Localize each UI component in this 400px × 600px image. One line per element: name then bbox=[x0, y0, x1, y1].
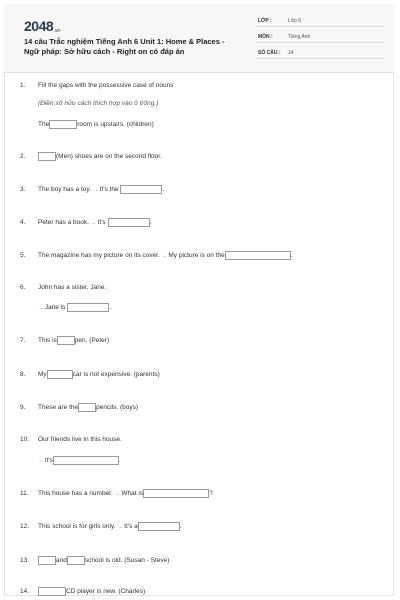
question-number: 2. bbox=[20, 153, 26, 161]
question-text: It's bbox=[44, 457, 53, 465]
question-6 bbox=[20, 284, 106, 291]
answer-blank[interactable] bbox=[67, 303, 112, 312]
question-text: school is old. (Susan - Steve) bbox=[84, 557, 170, 565]
question-text: ? bbox=[209, 490, 213, 498]
page-frame bbox=[4, 4, 394, 596]
question-1-hint: (Điền sở hữu cách thích hợp vào ô trống.) bbox=[38, 100, 159, 107]
question-text: car is not expensive. (parents) bbox=[72, 371, 160, 379]
question-10-line bbox=[38, 456, 121, 465]
question-text: My bbox=[38, 371, 47, 379]
question-13 bbox=[20, 556, 169, 565]
question-4 bbox=[20, 218, 151, 227]
logo-suffix: .vn bbox=[54, 28, 60, 34]
arrow-icon: → bbox=[117, 524, 123, 531]
question-text: pen. (Peter) bbox=[74, 337, 110, 345]
question-text: . bbox=[179, 523, 182, 531]
answer-blank[interactable] bbox=[120, 185, 165, 194]
question-14 bbox=[20, 587, 145, 596]
question-text: It's the bbox=[99, 186, 119, 194]
question-number: 14. bbox=[20, 588, 30, 596]
question-text: . bbox=[109, 304, 112, 312]
question-5 bbox=[20, 251, 293, 260]
question-text: Peter has a book. bbox=[38, 219, 89, 227]
question-text: and bbox=[56, 557, 67, 565]
arrow-icon: → bbox=[92, 187, 98, 194]
meta-value: Lớp 6 bbox=[288, 18, 302, 24]
title-line-2: Ngữ pháp: Sở hữu cách - Right on có đáp án bbox=[24, 47, 185, 56]
question-text: What is bbox=[121, 490, 144, 498]
answer-blank[interactable] bbox=[108, 218, 150, 227]
question-number: 10. bbox=[20, 436, 30, 443]
document-title bbox=[24, 37, 244, 57]
question-text: (Men) shoes are on the second floor. bbox=[56, 153, 162, 161]
meta-key: MÔN : bbox=[258, 34, 273, 40]
question-2 bbox=[20, 152, 162, 161]
question-number: 9. bbox=[20, 404, 26, 412]
logo-text: 2048 bbox=[24, 18, 54, 34]
question-text: Fill the gaps with the possessive case of nouns bbox=[38, 82, 174, 89]
question-text: This house has a number. bbox=[38, 490, 113, 498]
answer-blank[interactable] bbox=[53, 456, 119, 465]
question-number: 5. bbox=[20, 252, 26, 260]
question-text: These are the bbox=[38, 404, 79, 412]
question-11 bbox=[20, 489, 213, 498]
answer-blank[interactable] bbox=[143, 489, 209, 498]
question-text: The magazine has my picture on its cover. bbox=[38, 252, 160, 260]
question-text: The boy has a toy. bbox=[38, 186, 91, 194]
question-text: It's bbox=[97, 219, 106, 227]
worksheet-header bbox=[4, 4, 394, 73]
question-number: 7. bbox=[20, 337, 26, 345]
question-number: 8. bbox=[20, 371, 26, 379]
question-12 bbox=[20, 522, 182, 531]
answer-blank[interactable] bbox=[49, 120, 77, 129]
question-text: The bbox=[38, 121, 50, 129]
answer-blank[interactable] bbox=[38, 587, 66, 596]
question-number: 6. bbox=[20, 284, 26, 291]
question-3 bbox=[20, 185, 164, 194]
question-text: John has a sister, Jane. bbox=[38, 284, 107, 291]
meta-row-count bbox=[256, 48, 384, 59]
meta-key: LỚP : bbox=[258, 18, 272, 24]
question-text: . bbox=[162, 186, 165, 194]
arrow-icon: → bbox=[38, 305, 43, 312]
question-text: Our friends live in this house. bbox=[38, 436, 122, 443]
arrow-icon: → bbox=[90, 220, 96, 227]
question-text: . bbox=[118, 457, 121, 465]
question-10 bbox=[20, 436, 122, 443]
question-text: room is upstairs. (children) bbox=[77, 121, 154, 129]
meta-key: SỐ CÂU : bbox=[258, 50, 281, 56]
question-number: 13. bbox=[20, 557, 30, 565]
answer-blank[interactable] bbox=[57, 336, 75, 345]
arrow-icon: → bbox=[114, 491, 120, 498]
arrow-icon: → bbox=[161, 253, 167, 260]
site-logo[interactable] bbox=[24, 18, 60, 34]
question-text: . bbox=[149, 219, 152, 227]
question-text: It's a bbox=[124, 523, 138, 531]
answer-blank[interactable] bbox=[38, 152, 56, 161]
answer-blank[interactable] bbox=[67, 556, 85, 565]
question-number: 4. bbox=[20, 219, 26, 227]
question-text: This school is for girls only. bbox=[38, 523, 116, 531]
answer-blank[interactable] bbox=[138, 522, 180, 531]
title-line-1: 14 câu Trắc nghiệm Tiếng Anh 6 Unit 1: Home & Places - bbox=[24, 37, 225, 46]
question-1 bbox=[20, 82, 174, 89]
answer-blank[interactable] bbox=[47, 370, 73, 379]
meta-row-class bbox=[256, 16, 384, 27]
question-text: . bbox=[290, 252, 293, 260]
question-text: Jane is bbox=[44, 304, 66, 312]
question-text: CD player is new. (Charles) bbox=[66, 588, 146, 596]
arrow-icon: → bbox=[38, 458, 43, 465]
answer-blank[interactable] bbox=[78, 403, 96, 412]
question-number: 1. bbox=[20, 82, 26, 89]
meta-value: 14 bbox=[288, 50, 294, 56]
answer-blank[interactable] bbox=[225, 251, 291, 260]
meta-row-subject bbox=[256, 32, 384, 43]
question-7 bbox=[20, 336, 109, 345]
question-8 bbox=[20, 370, 160, 379]
question-number: 11. bbox=[20, 490, 29, 498]
question-number: 12. bbox=[20, 523, 30, 531]
question-text: My picture is on the bbox=[168, 252, 225, 260]
question-text: This is bbox=[38, 337, 57, 345]
question-9 bbox=[20, 403, 138, 412]
meta-value: Tiếng Anh bbox=[288, 34, 311, 40]
question-1-line bbox=[38, 120, 154, 129]
question-6-line bbox=[38, 303, 111, 312]
question-number: 3. bbox=[20, 186, 26, 194]
answer-blank[interactable] bbox=[38, 556, 56, 565]
question-text: pencils. (boys) bbox=[96, 404, 139, 412]
